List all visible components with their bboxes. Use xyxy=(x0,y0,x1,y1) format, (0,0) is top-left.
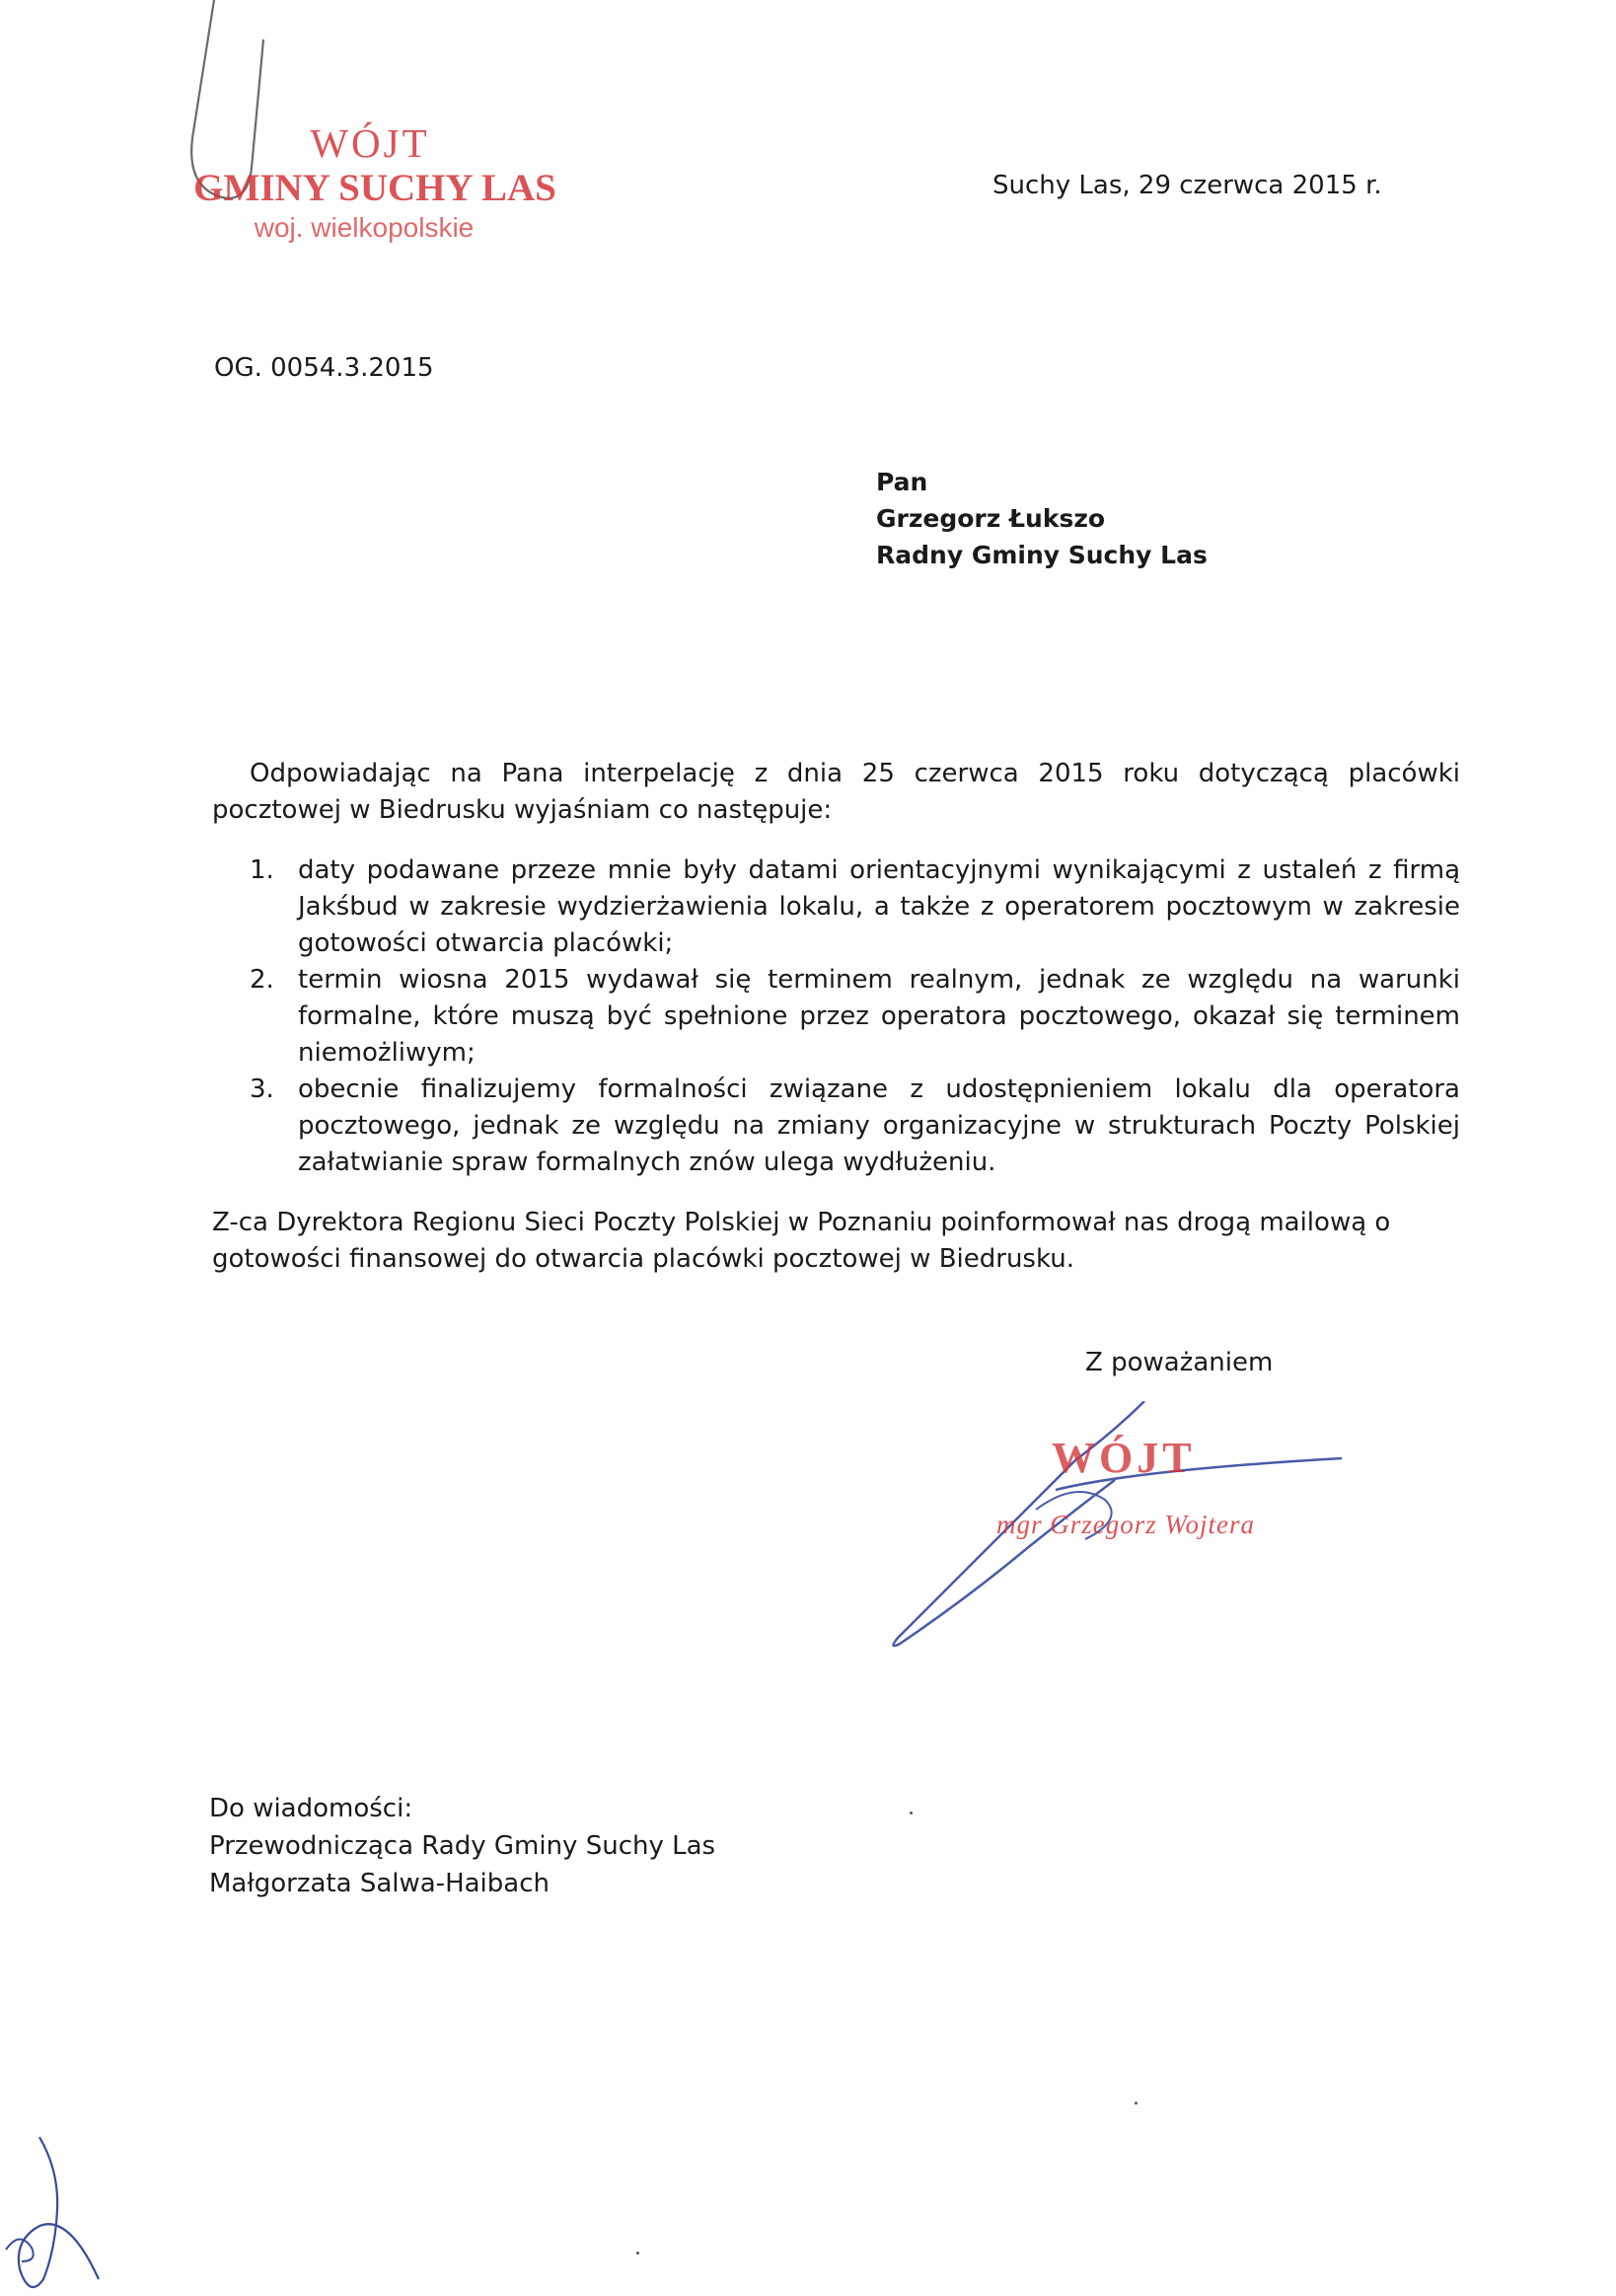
recipient-block xyxy=(876,464,1208,573)
list-item xyxy=(212,962,1460,1072)
stamp-region: woj. wielkopolskie xyxy=(254,212,475,243)
signature-stamp: WÓJT xyxy=(1052,1434,1196,1482)
list-item-text: obecnie finalizujemy formalności związane z udostępnieniem lokalu dla operatora pocztowego, jednak ze względu na zmiany organizacyjne w strukturach Poczty Polskiej załatwianie spraw formalnych znów ulega wydłużeniu. xyxy=(298,1074,1460,1177)
list-item-text: termin wiosna 2015 wydawał się terminem realnym, jednak ze względu na warunki formalne, które muszą być spełnione przez operatora pocztowego, okazał się terminem niemożliwym; xyxy=(298,965,1460,1068)
stamp-title: WÓJT xyxy=(310,120,430,166)
scan-speck xyxy=(1135,2102,1138,2105)
place-date: Suchy Las, 29 czerwca 2015 r. xyxy=(992,171,1382,200)
recipient-salutation: Pan xyxy=(876,468,928,496)
initials-mark xyxy=(0,2131,109,2296)
recipient-name: Grzegorz Łukszo xyxy=(876,504,1106,533)
points-list xyxy=(212,852,1460,1181)
stamp-office: GMINY SUCHY LAS xyxy=(193,167,556,209)
list-item-number: 2. xyxy=(250,965,274,995)
list-item xyxy=(212,852,1460,962)
list-item xyxy=(212,1072,1460,1181)
intro-paragraph: Odpowiadając na Pana interpelację z dnia 25 czerwca 2015 roku dotyczącą placówki pocztowej w Biedrusku wyjaśniam co następuje: xyxy=(212,759,1460,825)
scan-speck xyxy=(636,2252,639,2255)
cc-recipient-title: Przewodnicząca Rady Gminy Suchy Las xyxy=(209,1831,716,1861)
cc-block xyxy=(209,1790,715,1902)
closing-greeting: Z poważaniem xyxy=(1085,1348,1274,1377)
signatory-name: mgr Grzegorz Wojtera xyxy=(996,1510,1256,1539)
letter-body xyxy=(212,756,1460,1278)
cc-label: Do wiadomości: xyxy=(209,1794,413,1823)
scan-speck xyxy=(910,1812,913,1815)
cc-recipient-name: Małgorzata Salwa-Haibach xyxy=(209,1869,550,1898)
recipient-title: Radny Gminy Suchy Las xyxy=(876,541,1208,569)
office-stamp xyxy=(148,120,592,245)
list-item-text: daty podawane przeze mnie były datami orientacyjnymi wynikającymi z ustaleń z firmą Jakśbud w zakresie wydzierżawienia lokalu, a także z operatorem pocztowym w zakresie gotowości otwarcia placówki; xyxy=(298,855,1460,958)
list-item-number: 3. xyxy=(250,1074,274,1104)
extra-paragraph: Z-ca Dyrektora Regionu Sieci Poczty Polskiej w Poznaniu poinformował nas drogą mailową o gotowości finansowej do otwarcia placówki pocztowej w Biedrusku. xyxy=(212,1208,1391,1274)
list-item-number: 1. xyxy=(250,855,274,885)
reference-number: OG. 0054.3.2015 xyxy=(214,353,434,383)
